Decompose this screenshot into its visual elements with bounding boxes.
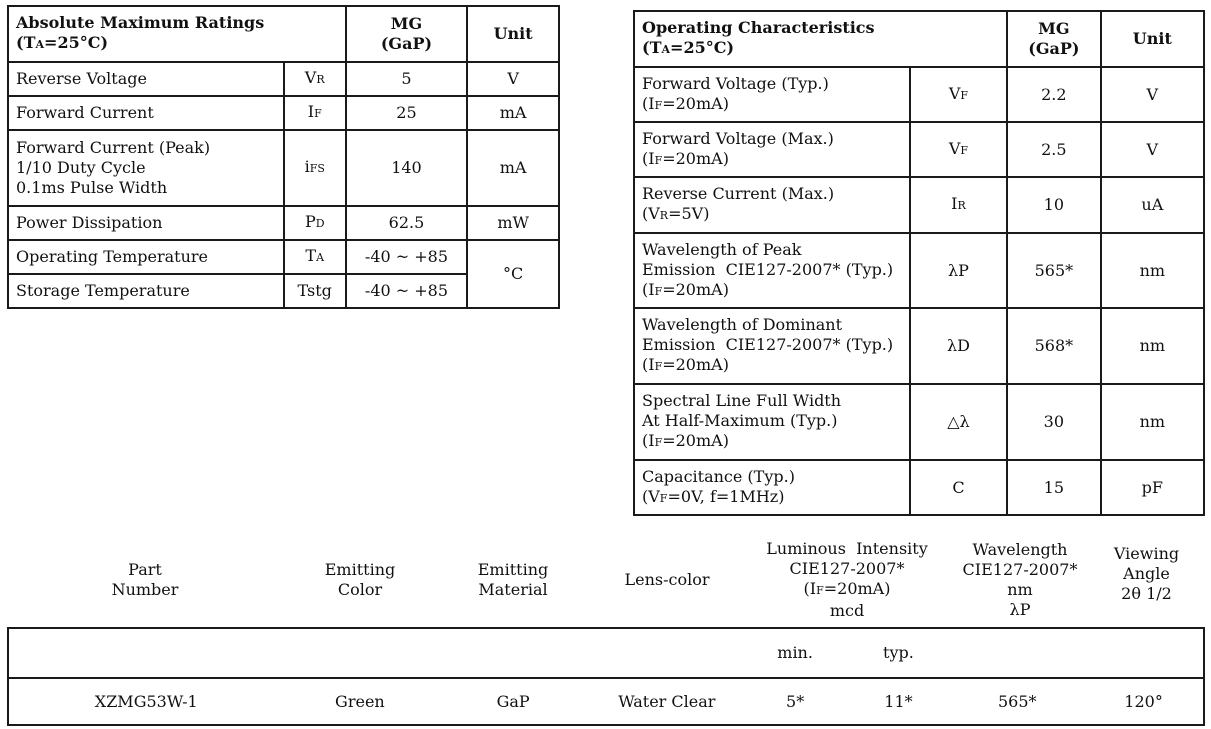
value-cell: 565* [1007,233,1101,308]
table-row [8,678,1204,725]
part-table-header [7,538,1205,622]
symbol-cell: λD [910,308,1007,384]
empty-cell [284,628,437,678]
unit-cell: V [467,62,559,96]
viewing-angle: 120° [1084,678,1204,725]
table-row [634,67,1204,122]
value-cell: 10 [1007,177,1101,233]
col-emitting-color: Emitting Color [324,560,396,599]
symbol-cell: TA [284,240,346,274]
luminous-typ: 11* [847,678,951,725]
unit-cell: pF [1101,460,1204,515]
table-row [8,96,559,130]
value-cell: 15 [1007,460,1101,515]
symbol-cell: VF [910,67,1007,122]
value-cell: -40 ~ +85 [346,240,468,274]
op-col-unit: Unit [1101,11,1204,67]
param-cell: Reverse Voltage [8,62,284,96]
symbol-cell: VR [284,62,346,96]
operating-characteristics-table [633,10,1205,516]
unit-cell: nm [1101,308,1204,384]
param-cell: Wavelength of Dominant Emission CIE127-2007* (Typ.) (IF=20mA) [634,308,910,384]
symbol-cell: △λ [910,384,1007,460]
abs-col-mg: MG (GaP) [346,6,468,62]
unit-cell: V [1101,67,1204,122]
op-title: Operating Characteristics [642,18,875,37]
param-cell: Operating Temperature [8,240,284,274]
param-cell: Forward Current (Peak) 1/10 Duty Cycle 0.1ms Pulse Width [8,130,284,206]
col-viewing-angle: Viewing Angle 2θ 1/2 [1113,544,1180,603]
symbol-cell: iFS [284,130,346,206]
param-cell: Capacitance (Typ.) (VF=0V, f=1MHz) [634,460,910,515]
param-cell: Power Dissipation [8,206,284,240]
table-row [634,384,1204,460]
part-table [7,627,1205,726]
absolute-max-ratings-table [7,5,560,309]
unit-cell: nm [1101,384,1204,460]
table-row [8,62,559,96]
col-lens-color: Lens-color [624,570,710,589]
unit-cell: nm [1101,233,1204,308]
unit-cell: mA [467,130,559,206]
col-part-number: Part Number [111,560,179,599]
unit-cell: V [1101,122,1204,177]
symbol-cell: VF [910,122,1007,177]
min-label: min. [744,628,847,678]
symbol-cell: Tstg [284,274,346,308]
table-row [8,628,1204,678]
symbol-cell: λP [910,233,1007,308]
unit-cell: °C [467,240,559,308]
op-col-mg: MG (GaP) [1007,11,1101,67]
table-row [8,206,559,240]
unit-cell: mW [467,206,559,240]
part-number: XZMG53W-1 [8,678,284,725]
table-row [634,177,1204,233]
table-row [8,240,559,274]
value-cell: 62.5 [346,206,468,240]
param-cell: Spectral Line Full Width At Half-Maximum (Typ.) (IF=20mA) [634,384,910,460]
table-row [634,460,1204,515]
value-cell: 568* [1007,308,1101,384]
typ-label: typ. [847,628,951,678]
abs-title-cell [8,6,346,62]
symbol-cell: C [910,460,1007,515]
luminous-min: 5* [744,678,847,725]
value-cell: 2.2 [1007,67,1101,122]
emitting-color: Green [284,678,437,725]
empty-cell [950,628,1084,678]
value-cell: 2.5 [1007,122,1101,177]
table-row [634,122,1204,177]
value-cell: 30 [1007,384,1101,460]
empty-cell [8,628,284,678]
unit-cell: uA [1101,177,1204,233]
unit-cell: mA [467,96,559,130]
param-cell: Forward Voltage (Max.) (IF=20mA) [634,122,910,177]
abs-col-unit: Unit [467,6,559,62]
op-condition: (TA=25°C) [642,38,735,57]
value-cell: 25 [346,96,468,130]
col-emitting-material: Emitting Material [477,560,549,599]
col-luminous-intensity: Luminous Intensity CIE127-2007* (IF=20mA) mcd [766,539,928,620]
param-cell: Wavelength of Peak Emission CIE127-2007* (Typ.) (IF=20mA) [634,233,910,308]
symbol-cell: IR [910,177,1007,233]
empty-cell [1084,628,1204,678]
table-row [634,233,1204,308]
symbol-cell: IF [284,96,346,130]
param-cell: Forward Current [8,96,284,130]
table-header-row [8,6,559,62]
empty-cell [436,628,590,678]
empty-cell [590,628,744,678]
param-cell: Reverse Current (Max.) (VR=5V) [634,177,910,233]
value-cell: 5 [346,62,468,96]
abs-title: Absolute Maximum Ratings [16,13,265,32]
table-row [8,130,559,206]
table-header-row [634,11,1204,67]
symbol-cell: PD [284,206,346,240]
abs-condition: (TA=25°C) [16,33,109,52]
table-row [634,308,1204,384]
lens-color: Water Clear [590,678,744,725]
param-cell: Forward Voltage (Typ.) (IF=20mA) [634,67,910,122]
wavelength-value: 565* [950,678,1084,725]
emitting-material: GaP [436,678,590,725]
param-cell: Storage Temperature [8,274,284,308]
value-cell: 140 [346,130,468,206]
value-cell: -40 ~ +85 [346,274,468,308]
col-wavelength: Wavelength CIE127-2007* nm λP [962,540,1078,619]
op-title-cell [634,11,1007,67]
